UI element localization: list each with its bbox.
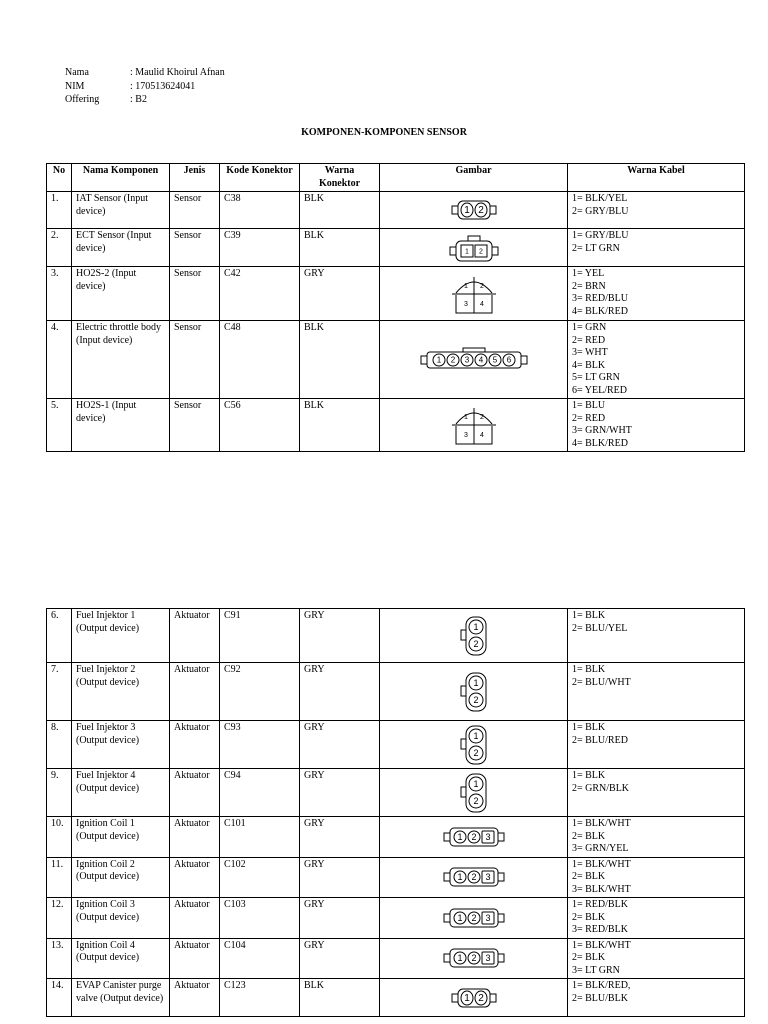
table-row	[47, 857, 745, 898]
svg-text:1: 1	[463, 205, 470, 217]
wire-color-item: 1= BLK/WHT	[572, 818, 631, 829]
wire-color-item: 3= BLK/WHT	[572, 883, 631, 895]
svg-text:2: 2	[472, 747, 479, 758]
wire-color-item: 2= BLK	[572, 871, 606, 882]
document-title: KOMPONEN-KOMPONEN SENSOR	[301, 127, 467, 138]
svg-text:2: 2	[472, 638, 479, 649]
connector-image-cell	[380, 609, 568, 663]
connector-code: C48	[220, 321, 300, 399]
svg-text:2: 2	[470, 953, 477, 964]
component-name: Ignition Coil 1 (Output device)	[72, 817, 170, 858]
col-kode: Kode Konektor	[220, 164, 300, 192]
connector-diagram	[444, 400, 504, 450]
component-type: Aktuator	[170, 663, 220, 721]
connector-diagram	[442, 195, 506, 225]
wire-color-item: 4= BLK/RED	[572, 437, 628, 449]
sensor-table	[46, 163, 745, 452]
actuator-table	[46, 608, 745, 1017]
table-row	[47, 229, 745, 267]
wire-color-item: 3= GRN/WHT	[572, 425, 632, 436]
connector-code: C93	[220, 721, 300, 769]
svg-text:1: 1	[436, 355, 441, 365]
connector-image-cell	[380, 817, 568, 858]
wire-color-item: 1= BLK	[572, 610, 606, 621]
component-type: Aktuator	[170, 769, 220, 817]
svg-text:5: 5	[492, 355, 497, 365]
connector-code: C56	[220, 399, 300, 452]
connector-color: GRY	[300, 721, 380, 769]
connector-code: C101	[220, 817, 300, 858]
row-no: 3.	[47, 267, 72, 321]
svg-text:2: 2	[477, 205, 484, 217]
offering-label: Offering	[65, 94, 100, 105]
nama-value: : Maulid Khoirul Afnan	[130, 67, 225, 78]
table-row	[47, 399, 745, 452]
svg-text:3: 3	[484, 953, 491, 964]
connector-color: BLK	[300, 979, 380, 1017]
connector-color: GRY	[300, 769, 380, 817]
connector-image-cell	[380, 399, 568, 452]
row-no: 9.	[47, 769, 72, 817]
svg-text:1: 1	[472, 677, 479, 688]
connector-diagram	[454, 669, 494, 715]
component-type: Sensor	[170, 399, 220, 452]
connector-color: GRY	[300, 267, 380, 321]
wire-color-item: 1= BLU	[572, 400, 606, 411]
wire-colors	[568, 321, 745, 399]
component-name: Fuel Injektor 2 (Output device)	[72, 663, 170, 721]
component-name: EVAP Canister purge valve (Output device)	[72, 979, 170, 1017]
component-type: Sensor	[170, 321, 220, 399]
table-row	[47, 321, 745, 399]
wire-color-item: 2= BLU/BLK	[572, 992, 628, 1004]
component-type: Sensor	[170, 267, 220, 321]
svg-text:1: 1	[456, 831, 463, 842]
component-name: HO2S-1 (Input device)	[72, 399, 170, 452]
connector-color: GRY	[300, 663, 380, 721]
wire-colors	[568, 663, 745, 721]
connector-color: GRY	[300, 857, 380, 898]
wire-colors	[568, 769, 745, 817]
connector-color: GRY	[300, 609, 380, 663]
wire-color-item: 1= GRY/BLU	[572, 230, 629, 241]
svg-text:6: 6	[506, 355, 511, 365]
row-no: 7.	[47, 663, 72, 721]
connector-color: BLK	[300, 192, 380, 229]
svg-text:2: 2	[478, 247, 483, 255]
wire-color-item: 1= YEL	[572, 268, 605, 279]
nama-label: Nama	[65, 67, 89, 78]
wire-colors	[568, 609, 745, 663]
component-type: Aktuator	[170, 609, 220, 663]
connector-code: C39	[220, 229, 300, 267]
connector-image-cell	[380, 663, 568, 721]
wire-color-item: 1= GRN	[572, 322, 607, 333]
wire-color-item: 4= BLK/RED	[572, 305, 628, 317]
wire-color-item: 2= RED	[572, 412, 606, 424]
connector-code: C103	[220, 898, 300, 939]
row-no: 5.	[47, 399, 72, 452]
svg-text:2: 2	[479, 413, 484, 421]
wire-colors	[568, 399, 745, 452]
component-name: Electric throttle body (Input device)	[72, 321, 170, 399]
wire-colors	[568, 192, 745, 229]
component-type: Aktuator	[170, 979, 220, 1017]
svg-text:1: 1	[472, 778, 479, 789]
svg-text:4: 4	[478, 355, 483, 365]
svg-text:1: 1	[463, 992, 470, 1004]
wire-color-item: 3= RED/BLU	[572, 293, 628, 304]
connector-image-cell	[380, 769, 568, 817]
wire-colors	[568, 721, 745, 769]
wire-color-item: 1= BLK	[572, 770, 606, 781]
connector-code: C92	[220, 663, 300, 721]
offering-value: : B2	[130, 94, 147, 105]
wire-color-item: 3= WHT	[572, 347, 608, 358]
wire-colors	[568, 229, 745, 267]
wire-color-item: 2= BLU/WHT	[572, 676, 631, 688]
col-no: No	[47, 164, 72, 192]
connector-diagram	[454, 770, 494, 816]
col-gambar: Gambar	[380, 164, 568, 192]
svg-text:3: 3	[464, 355, 469, 365]
connector-image-cell	[380, 321, 568, 399]
connector-color: BLK	[300, 399, 380, 452]
table-row	[47, 938, 745, 979]
svg-text:3: 3	[484, 872, 491, 883]
connector-image-cell	[380, 938, 568, 979]
svg-text:1: 1	[463, 282, 468, 290]
connector-image-cell	[380, 267, 568, 321]
row-no: 4.	[47, 321, 72, 399]
connector-code: C123	[220, 979, 300, 1017]
component-name: Fuel Injektor 4 (Output device)	[72, 769, 170, 817]
component-type: Aktuator	[170, 938, 220, 979]
component-name: ECT Sensor (Input device)	[72, 229, 170, 267]
svg-text:2: 2	[472, 694, 479, 705]
nim-label: NIM	[65, 80, 85, 92]
wire-color-item: 2= LT GRN	[572, 242, 620, 254]
connector-color: GRY	[300, 938, 380, 979]
table-row	[47, 979, 745, 1017]
svg-text:3: 3	[484, 912, 491, 923]
wire-color-item: 3= RED/BLK	[572, 924, 628, 935]
component-name: Ignition Coil 2 (Output device)	[72, 857, 170, 898]
svg-text:3: 3	[484, 831, 491, 842]
svg-text:2: 2	[470, 831, 477, 842]
component-type: Aktuator	[170, 817, 220, 858]
wire-color-item: 2= BLU/RED	[572, 734, 628, 746]
connector-diagram	[441, 825, 507, 849]
component-name: Fuel Injektor 3 (Output device)	[72, 721, 170, 769]
wire-colors	[568, 898, 745, 939]
connector-color: BLK	[300, 321, 380, 399]
wire-color-item: 1= BLK	[572, 722, 606, 733]
wire-colors	[568, 938, 745, 979]
component-name: Fuel Injektor 1 (Output device)	[72, 609, 170, 663]
wire-color-item: 5= LT GRN	[572, 372, 620, 383]
wire-color-item: 3= GRN/YEL	[572, 843, 629, 854]
connector-image-cell	[380, 721, 568, 769]
connector-image-cell	[380, 192, 568, 229]
wire-color-item: 1= RED/BLK	[572, 899, 628, 910]
component-type: Aktuator	[170, 898, 220, 939]
col-nama: Nama Komponen	[72, 164, 170, 192]
row-no: 11.	[47, 857, 72, 898]
connector-color: GRY	[300, 817, 380, 858]
svg-text:4: 4	[479, 300, 484, 308]
connector-code: C38	[220, 192, 300, 229]
component-type: Sensor	[170, 192, 220, 229]
connector-color: GRY	[300, 898, 380, 939]
svg-text:1: 1	[472, 730, 479, 741]
wire-colors	[568, 979, 745, 1017]
row-no: 13.	[47, 938, 72, 979]
row-no: 14.	[47, 979, 72, 1017]
connector-diagram	[442, 983, 506, 1013]
table-row	[47, 721, 745, 769]
wire-color-item: 6= YEL/RED	[572, 384, 627, 396]
connector-code: C42	[220, 267, 300, 321]
wire-color-item: 2= GRN/BLK	[572, 782, 630, 794]
connector-diagram	[441, 946, 507, 970]
component-name: HO2S-2 (Input device)	[72, 267, 170, 321]
wire-color-item: 1= BLK/YEL	[572, 193, 628, 204]
svg-text:3: 3	[463, 300, 468, 308]
connector-diagram	[454, 722, 494, 768]
component-name: Ignition Coil 3 (Output device)	[72, 898, 170, 939]
table-row	[47, 192, 745, 229]
row-no: 12.	[47, 898, 72, 939]
row-no: 10.	[47, 817, 72, 858]
table-row	[47, 663, 745, 721]
student-info	[65, 66, 225, 107]
wire-color-item: 2= GRY/BLU	[572, 205, 629, 217]
svg-text:1: 1	[456, 953, 463, 964]
svg-text:3: 3	[463, 431, 468, 439]
connector-diagram	[442, 231, 506, 265]
svg-text:2: 2	[470, 872, 477, 883]
row-no: 6.	[47, 609, 72, 663]
connector-image-cell	[380, 898, 568, 939]
table-row	[47, 267, 745, 321]
wire-color-item: 2= BLK	[572, 911, 606, 923]
svg-text:2: 2	[479, 282, 484, 290]
component-type: Sensor	[170, 229, 220, 267]
connector-diagram	[441, 865, 507, 889]
svg-text:2: 2	[472, 795, 479, 806]
component-name: Ignition Coil 4 (Output device)	[72, 938, 170, 979]
table-row	[47, 898, 745, 939]
col-kabel: Warna Kabel	[568, 164, 745, 192]
table-row	[47, 769, 745, 817]
table-row	[47, 609, 745, 663]
wire-colors	[568, 817, 745, 858]
connector-code: C102	[220, 857, 300, 898]
connector-image-cell	[380, 979, 568, 1017]
svg-text:1: 1	[456, 912, 463, 923]
component-type: Aktuator	[170, 721, 220, 769]
wire-color-item: 2= BRN	[572, 280, 606, 292]
svg-text:2: 2	[477, 992, 484, 1004]
svg-text:4: 4	[479, 431, 484, 439]
connector-code: C94	[220, 769, 300, 817]
component-name: IAT Sensor (Input device)	[72, 192, 170, 229]
wire-color-item: 1= BLK	[572, 664, 606, 675]
svg-text:1: 1	[464, 247, 469, 255]
wire-color-item: 1= BLK/RED,	[572, 980, 631, 991]
wire-colors	[568, 857, 745, 898]
wire-color-item: 1= BLK/WHT	[572, 939, 631, 951]
connector-diagram	[419, 347, 529, 373]
col-warna: Warna Konektor	[300, 164, 380, 192]
connector-image-cell	[380, 229, 568, 267]
wire-color-item: 2= BLU/YEL	[572, 622, 628, 634]
connector-diagram	[454, 613, 494, 659]
connector-image-cell	[380, 857, 568, 898]
wire-color-item: 4= BLK	[572, 359, 606, 371]
connector-diagram	[444, 269, 504, 319]
row-no: 1.	[47, 192, 72, 229]
svg-text:1: 1	[472, 621, 479, 632]
row-no: 8.	[47, 721, 72, 769]
wire-color-item: 2= BLK	[572, 830, 606, 842]
nim-value: : 170513624041	[130, 80, 196, 92]
connector-code: C104	[220, 938, 300, 979]
wire-color-item: 2= BLK	[572, 952, 606, 963]
wire-color-item: 3= LT GRN	[572, 964, 620, 976]
svg-text:1: 1	[456, 872, 463, 883]
svg-text:2: 2	[450, 355, 455, 365]
col-jenis: Jenis	[170, 164, 220, 192]
wire-color-item: 1= BLK/WHT	[572, 858, 631, 870]
component-type: Aktuator	[170, 857, 220, 898]
table-row	[47, 817, 745, 858]
row-no: 2.	[47, 229, 72, 267]
wire-color-item: 2= RED	[572, 334, 606, 346]
svg-text:1: 1	[463, 413, 468, 421]
connector-code: C91	[220, 609, 300, 663]
svg-text:2: 2	[470, 912, 477, 923]
wire-colors	[568, 267, 745, 321]
connector-diagram	[441, 906, 507, 930]
connector-color: BLK	[300, 229, 380, 267]
